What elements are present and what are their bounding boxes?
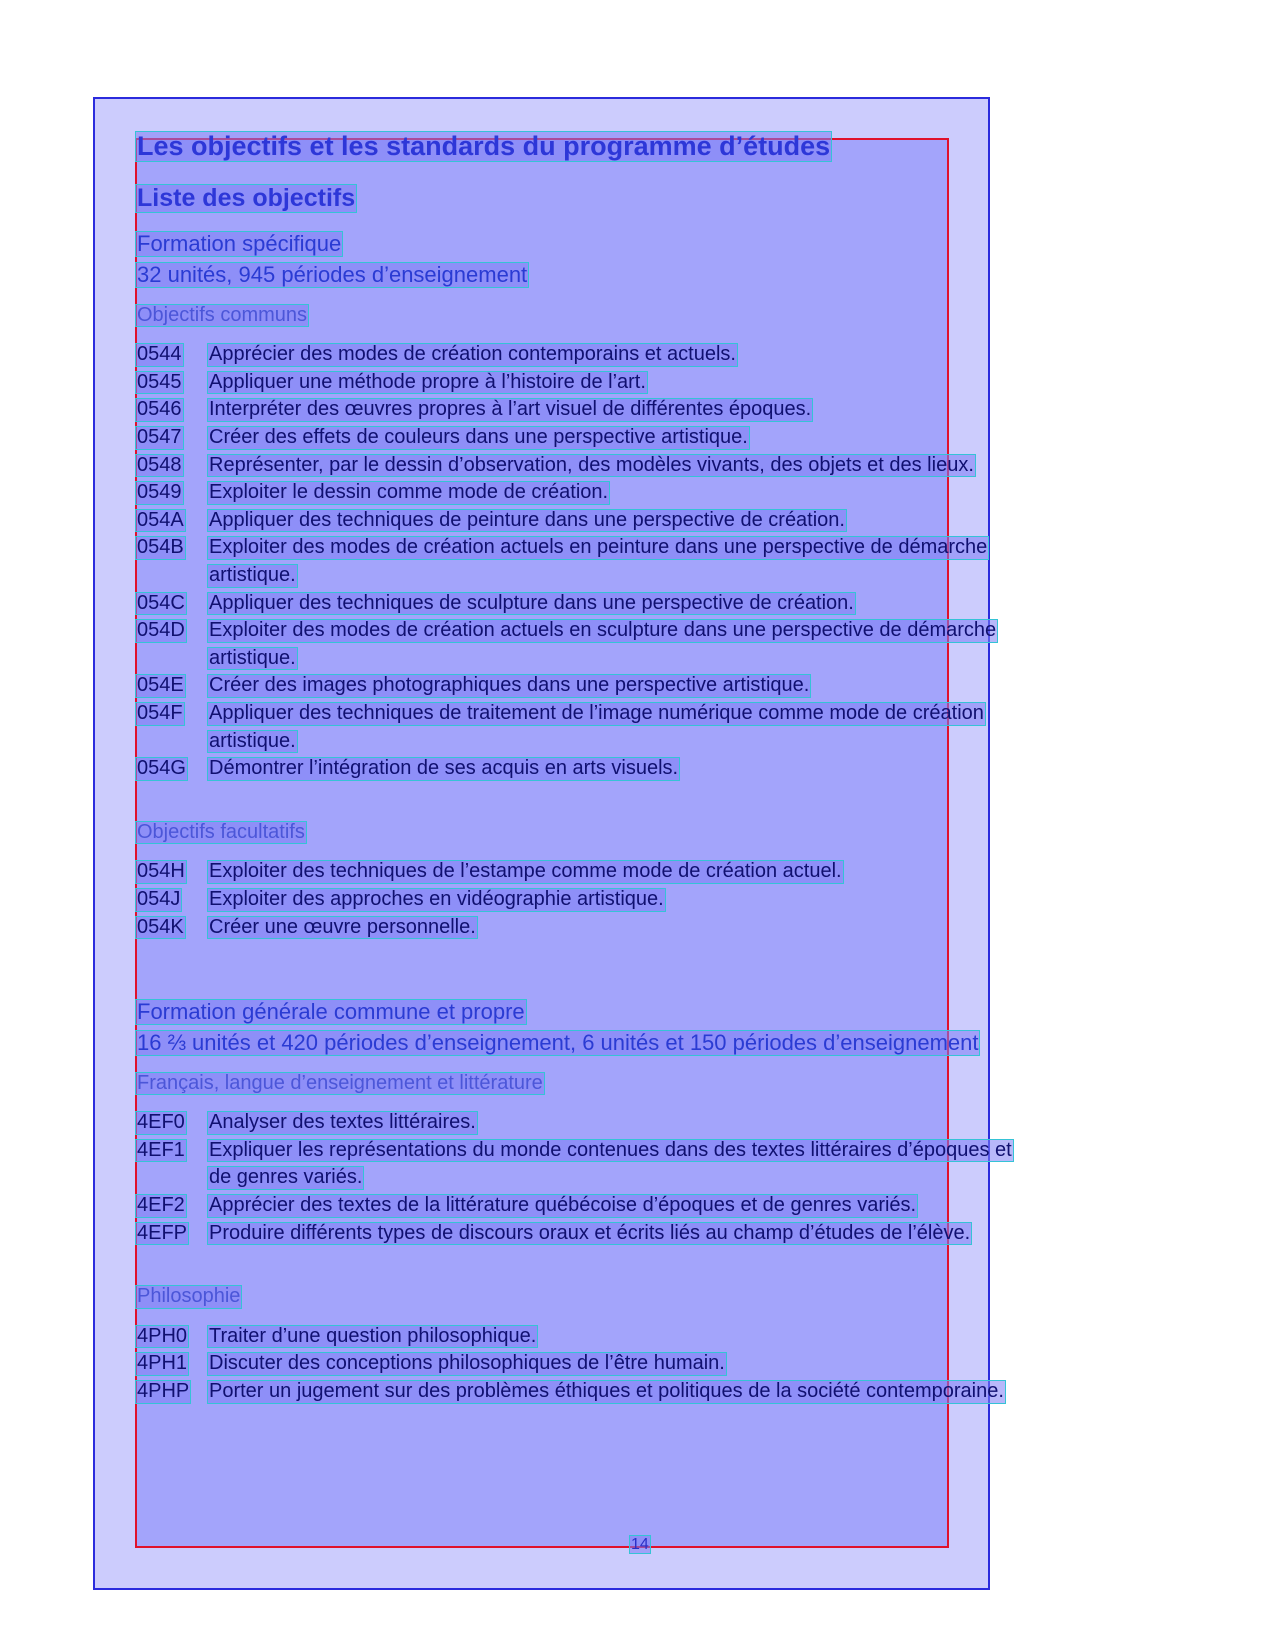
- objective-code: 0547: [137, 426, 182, 449]
- objective-text: Expliquer les représentations du monde contenues dans des textes littéraires d’époques et: [209, 1138, 1012, 1161]
- objectives-list-optional: [135, 860, 1135, 939]
- objective-code: 054A: [137, 508, 184, 531]
- objective-row: [135, 1380, 1135, 1404]
- objective-text: Traiter d’une question philosophique.: [209, 1324, 537, 1347]
- objectives-list-philosophy: [135, 1325, 1135, 1404]
- objective-text: Interpréter des œuvres propres à l’art visuel de différentes époques.: [209, 398, 812, 421]
- objective-text: Exploiter le dessin comme mode de création.: [209, 481, 609, 504]
- objective-text: Exploiter des modes de création actuels en peinture dans une perspective de démarche: [209, 536, 988, 559]
- objective-text: Appliquer des techniques de sculpture dans une perspective de création.: [209, 591, 854, 614]
- objectives-list-french: [135, 1111, 1135, 1245]
- subsection-heading-common: Objectifs communs: [137, 303, 308, 326]
- objective-row: [135, 481, 1135, 505]
- objective-code: 054K: [137, 915, 184, 938]
- objective-text: Exploiter des techniques de l’estampe comme mode de création actuel.: [209, 860, 842, 883]
- objective-text: Exploiter des approches en vidéographie artistique.: [209, 887, 664, 910]
- objective-row: [135, 1139, 1135, 1190]
- page-title: Les objectifs et les standards du programme d’études: [137, 131, 831, 161]
- objective-text: Discuter des conceptions philosophiques de l’être humain.: [209, 1352, 725, 1375]
- objective-row: [135, 1222, 1135, 1246]
- objective-code: 4EF2: [137, 1194, 185, 1216]
- objective-code: 054B: [137, 536, 184, 559]
- subsection-heading-french: Français, langue d’enseignement et littérature: [137, 1071, 543, 1094]
- objective-code: 4PH0: [137, 1324, 188, 1347]
- objective-row: [135, 592, 1135, 616]
- objective-code: 0544: [137, 343, 182, 366]
- objective-row: [135, 1111, 1135, 1135]
- objective-row: [135, 860, 1135, 884]
- objective-code: 054E: [137, 674, 184, 697]
- objective-row: [135, 674, 1135, 698]
- section-title-specific: Formation spécifique: [137, 231, 342, 257]
- objective-code: 0549: [137, 481, 182, 504]
- objective-row: [135, 619, 1135, 670]
- objective-text: Produire différents types de discours oraux et écrits liés au champ d’études de l’élève.: [209, 1221, 971, 1244]
- objective-row: [135, 343, 1135, 367]
- objective-row: [135, 757, 1135, 781]
- objective-text: Créer des effets de couleurs dans une perspective artistique.: [209, 426, 748, 449]
- objective-text: Analyser des textes littéraires.: [209, 1111, 476, 1134]
- objective-row: [135, 509, 1135, 533]
- objective-text: artistique.: [209, 729, 296, 752]
- objective-row: [135, 1325, 1135, 1349]
- objective-text: artistique.: [209, 564, 296, 586]
- objective-code: 054J: [137, 887, 181, 910]
- objective-code: 4EF0: [137, 1111, 185, 1134]
- objective-row: [135, 702, 1135, 753]
- objective-row: [135, 426, 1135, 450]
- objective-code: 4EF1: [137, 1138, 185, 1161]
- section-summary-specific: 32 unités, 945 périodes d’enseignement: [137, 261, 528, 287]
- page-number: 14: [631, 1536, 649, 1553]
- objective-row: [135, 1194, 1135, 1218]
- objectives-list-common: [135, 343, 1135, 781]
- section-title-general: Formation générale commune et propre: [137, 999, 525, 1025]
- subsection-heading-philosophy: Philosophie: [137, 1285, 241, 1308]
- objective-row: [135, 536, 1135, 587]
- objective-row: [135, 1352, 1135, 1376]
- objective-text: artistique.: [209, 646, 296, 669]
- objective-text: Appliquer des techniques de peinture dans une perspective de création.: [209, 508, 845, 531]
- objective-text: Appliquer une méthode propre à l’histoire de l’art.: [209, 370, 646, 393]
- objective-code: 4EFP: [137, 1221, 188, 1244]
- objective-code: 0548: [137, 453, 182, 476]
- objective-code: 054C: [137, 591, 185, 614]
- objective-text: Apprécier des modes de création contemporains et actuels.: [209, 343, 736, 366]
- objective-row: [135, 398, 1135, 422]
- objective-code: 054H: [137, 860, 185, 883]
- objective-code: 0546: [137, 398, 182, 421]
- objective-code: 4PH1: [137, 1352, 188, 1375]
- objective-row: [135, 888, 1135, 912]
- document-content: [135, 131, 1135, 1408]
- objective-row: [135, 454, 1135, 478]
- objective-text: Porter un jugement sur des problèmes éthiques et politiques de la société contemporaine.: [209, 1379, 1004, 1402]
- objective-code: 054G: [137, 757, 186, 780]
- objective-text: de genres variés.: [209, 1166, 363, 1189]
- page-subtitle: Liste des objectifs: [137, 184, 356, 213]
- objective-row: [135, 916, 1135, 940]
- objective-text: Démontrer l’intégration de ses acquis en arts visuels.: [209, 757, 679, 780]
- section-summary-general: 16 ⅔ unités et 420 périodes d’enseignement, 6 unités et 150 périodes d’enseignement: [137, 1029, 979, 1055]
- objective-code: 054D: [137, 619, 185, 642]
- objective-code: 0545: [137, 370, 182, 393]
- objective-text: Créer des images photographiques dans une perspective artistique.: [209, 674, 810, 697]
- objective-text: Représenter, par le dessin d’observation, des modèles vivants, des objets et des lieux.: [209, 453, 974, 476]
- objective-code: 054F: [137, 701, 183, 724]
- objective-text: Créer une œuvre personnelle.: [209, 915, 476, 938]
- objective-text: Apprécier des textes de la littérature québécoise d’époques et de genres variés.: [209, 1194, 917, 1216]
- objective-code: 4PHP: [137, 1379, 190, 1402]
- subsection-heading-optional: Objectifs facultatifs: [137, 820, 305, 843]
- objective-text: Appliquer des techniques de traitement de l’image numérique comme mode de création: [209, 701, 984, 724]
- objective-row: [135, 371, 1135, 395]
- objective-text: Exploiter des modes de création actuels en sculpture dans une perspective de démarche: [209, 619, 997, 642]
